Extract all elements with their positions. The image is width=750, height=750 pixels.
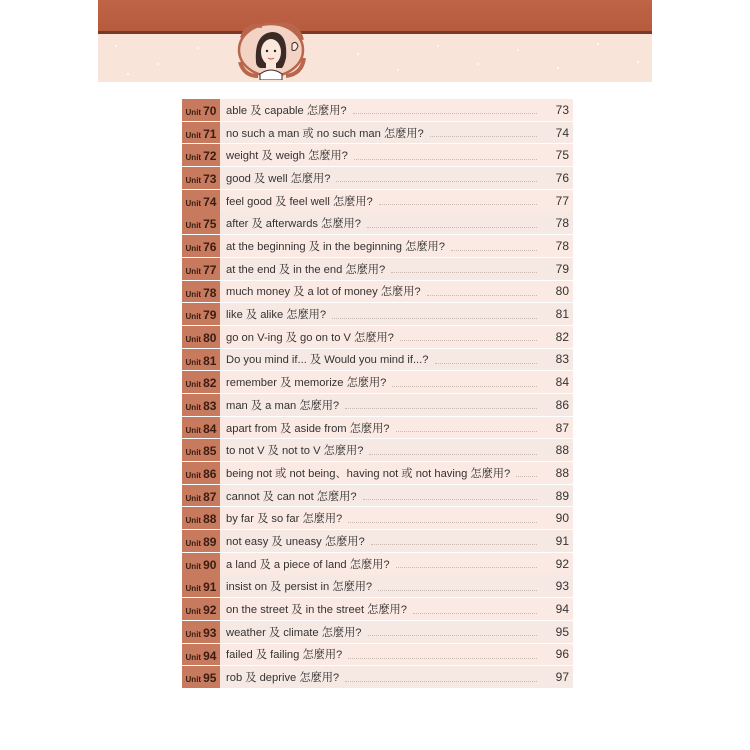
unit-label: Unit [185, 652, 202, 662]
leader-dots [332, 318, 537, 319]
unit-label: Unit [185, 244, 202, 254]
unit-label: Unit [185, 380, 202, 390]
toc-entry[interactable] [182, 621, 573, 643]
unit-badge [182, 99, 220, 121]
toc-entry[interactable] [182, 598, 573, 620]
leader-dots [363, 499, 537, 500]
woman-illustration-icon [232, 18, 310, 80]
unit-label: Unit [185, 176, 202, 186]
header-band [98, 0, 652, 34]
toc-entry[interactable] [182, 349, 573, 371]
unit-label: Unit [185, 493, 202, 503]
unit-number: 78 [203, 285, 217, 300]
page-number: 96 [555, 647, 569, 662]
page-number: 95 [555, 624, 569, 639]
unit-label: Unit [185, 198, 202, 208]
toc-entry[interactable] [182, 666, 573, 688]
entry-title: on the street 及 in the street 怎麼用? [226, 604, 407, 617]
leader-dots [369, 454, 537, 455]
unit-label: Unit [185, 334, 202, 344]
page-number: 88 [555, 443, 569, 458]
leader-dots [396, 567, 537, 568]
entry-title: cannot 及 can not 怎麼用? [226, 490, 357, 503]
unit-number: 93 [203, 625, 217, 640]
toc-entry[interactable] [182, 144, 573, 166]
page-number: 91 [555, 533, 569, 548]
entry-title: no such a man 或 no such man 怎麼用? [226, 127, 424, 140]
unit-number: 70 [203, 104, 217, 118]
entry-title: after 及 afterwards 怎麼用? [226, 218, 361, 231]
entry-title: not easy 及 uneasy 怎麼用? [226, 535, 365, 548]
unit-number: 82 [203, 376, 217, 391]
unit-badge [182, 235, 220, 257]
unit-badge [182, 417, 220, 439]
unit-badge [182, 530, 220, 552]
leader-dots [345, 408, 537, 409]
entry-title: able 及 capable 怎麼用? [226, 104, 347, 117]
toc-entry[interactable] [182, 99, 573, 121]
unit-label: Unit [185, 539, 202, 549]
leader-dots [400, 340, 537, 341]
unit-label: Unit [185, 675, 202, 685]
unit-badge [182, 190, 220, 212]
page-number: 82 [555, 329, 569, 344]
unit-label: Unit [185, 130, 202, 140]
unit-number: 85 [203, 444, 217, 459]
toc-entry[interactable] [182, 303, 573, 325]
page-number: 74 [555, 125, 569, 140]
toc-entry[interactable] [182, 575, 573, 597]
page-number: 86 [555, 397, 569, 412]
toc-entry[interactable] [182, 644, 573, 666]
page-number: 76 [555, 170, 569, 185]
toc-entry[interactable] [182, 258, 573, 280]
leader-dots [516, 476, 537, 477]
unit-number: 77 [203, 262, 217, 277]
unit-label: Unit [185, 516, 202, 526]
page-number: 97 [555, 670, 569, 685]
unit-badge [182, 553, 220, 575]
entry-title: rob 及 deprive 怎麼用? [226, 672, 340, 685]
entry-title: by far 及 so far 怎麼用? [226, 513, 343, 526]
leader-dots [367, 227, 537, 228]
unit-badge [182, 507, 220, 529]
page-number: 88 [555, 465, 569, 480]
unit-badge [182, 621, 220, 643]
toc-entry[interactable] [182, 326, 573, 348]
toc-entry[interactable] [182, 167, 573, 189]
unit-label: Unit [185, 448, 202, 458]
table-of-contents [182, 99, 573, 689]
entry-title: much money 及 a lot of money 怎麼用? [226, 286, 421, 299]
unit-badge [182, 167, 220, 189]
page-number: 89 [555, 488, 569, 503]
page-number: 75 [555, 148, 569, 163]
page-number: 87 [555, 420, 569, 435]
unit-label: Unit [185, 629, 202, 639]
unit-badge [182, 644, 220, 666]
entry-title: to not V 及 not to V 怎麼用? [226, 445, 364, 458]
toc-entry[interactable] [182, 212, 573, 234]
unit-label: Unit [185, 221, 202, 231]
unit-badge [182, 598, 220, 620]
toc-entry[interactable] [182, 235, 573, 257]
leader-dots [379, 204, 537, 205]
unit-label: Unit [185, 584, 202, 594]
page-number: 90 [555, 511, 569, 526]
entry-title: insist on 及 persist in 怎麼用? [226, 581, 373, 594]
leader-dots [345, 681, 537, 682]
unit-badge [182, 212, 220, 234]
unit-label: Unit [185, 153, 202, 163]
toc-entry[interactable] [182, 553, 573, 575]
unit-label: Unit [185, 402, 202, 412]
entry-title: go on V-ing 及 go on to V 怎麼用? [226, 331, 394, 344]
entry-title: feel good 及 feel well 怎麼用? [226, 195, 373, 208]
entry-title: a land 及 a piece of land 怎麼用? [226, 558, 390, 571]
page-number: 77 [555, 193, 569, 208]
toc-entry[interactable] [182, 281, 573, 303]
unit-badge [182, 144, 220, 166]
entry-title: weather 及 climate 怎麼用? [226, 626, 362, 639]
unit-badge [182, 394, 220, 416]
unit-badge [182, 439, 220, 461]
entry-title: weight 及 weigh 怎麼用? [226, 150, 348, 163]
unit-badge [182, 666, 220, 688]
unit-label: Unit [185, 289, 202, 299]
page-number: 79 [555, 261, 569, 276]
unit-number: 92 [203, 603, 217, 618]
unit-badge [182, 371, 220, 393]
page-number: 80 [555, 284, 569, 299]
unit-badge [182, 281, 220, 303]
entry-title: man 及 a man 怎麼用? [226, 399, 340, 412]
leader-dots [451, 250, 537, 251]
unit-label: Unit [185, 312, 202, 322]
page-number: 94 [555, 602, 569, 617]
entry-title: failed 及 failing 怎麼用? [226, 649, 343, 662]
unit-number: 94 [203, 648, 217, 663]
entry-title: being not 或 not being、having not 或 not having 怎麼用? [226, 467, 511, 480]
page-number: 92 [555, 556, 569, 571]
entry-title: like 及 alike 怎麼用? [226, 309, 327, 322]
leader-dots [348, 522, 537, 523]
unit-badge [182, 122, 220, 144]
unit-number: 83 [203, 398, 217, 413]
leader-dots [427, 295, 537, 296]
leader-dots [371, 544, 537, 545]
entry-title: at the end 及 in the end 怎麼用? [226, 263, 386, 276]
toc-entry[interactable] [182, 530, 573, 552]
unit-badge [182, 258, 220, 280]
toc-entry[interactable] [182, 122, 573, 144]
entry-title: at the beginning 及 in the beginning 怎麼用? [226, 241, 445, 254]
decorative-dots [98, 34, 652, 82]
unit-badge [182, 575, 220, 597]
toc-entry[interactable] [182, 485, 573, 507]
page-number: 78 [555, 239, 569, 254]
unit-label: Unit [185, 425, 202, 435]
unit-number: 73 [203, 172, 217, 187]
unit-label: Unit [185, 266, 202, 276]
leader-dots [413, 613, 537, 614]
unit-number: 91 [203, 580, 217, 595]
unit-number: 81 [203, 353, 217, 368]
leader-dots [378, 590, 537, 591]
leader-dots [391, 272, 537, 273]
leader-dots [368, 635, 537, 636]
page-number: 73 [555, 102, 569, 117]
entry-title: remember 及 memorize 怎麼用? [226, 377, 387, 390]
unit-number: 87 [203, 489, 217, 504]
leader-dots [353, 113, 537, 114]
leader-dots [392, 386, 537, 387]
toc-entry[interactable] [182, 371, 573, 393]
toc-entry[interactable] [182, 394, 573, 416]
unit-number: 74 [203, 194, 217, 209]
unit-label: Unit [185, 357, 202, 367]
unit-number: 89 [203, 535, 217, 550]
page-number: 83 [555, 352, 569, 367]
leader-dots [336, 181, 537, 182]
book-page [98, 0, 652, 750]
page-number: 81 [555, 307, 569, 322]
leader-dots [396, 431, 537, 432]
entry-title: good 及 well 怎麼用? [226, 172, 331, 185]
unit-number: 76 [203, 240, 217, 255]
toc-entry[interactable] [182, 439, 573, 461]
unit-badge [182, 462, 220, 484]
unit-label: Unit [185, 561, 202, 571]
page-number: 93 [555, 579, 569, 594]
leader-dots [348, 658, 537, 659]
unit-number: 90 [203, 557, 217, 572]
leader-dots [354, 159, 537, 160]
unit-number: 75 [203, 217, 217, 232]
page-number: 84 [555, 375, 569, 390]
toc-entry[interactable] [182, 190, 573, 212]
toc-entry[interactable] [182, 507, 573, 529]
unit-label: Unit [185, 607, 202, 617]
unit-badge [182, 303, 220, 325]
unit-number: 95 [203, 671, 217, 686]
unit-number: 79 [203, 308, 217, 323]
toc-entry[interactable] [182, 417, 573, 439]
unit-number: 86 [203, 467, 217, 481]
unit-badge [182, 326, 220, 348]
unit-badge [182, 485, 220, 507]
unit-label: Unit [185, 471, 202, 480]
unit-number: 71 [203, 126, 217, 141]
unit-number: 88 [203, 512, 217, 527]
unit-label: Unit [185, 108, 202, 117]
unit-badge [182, 349, 220, 371]
unit-number: 84 [203, 421, 217, 436]
unit-number: 72 [203, 149, 217, 164]
entry-title: apart from 及 aside from 怎麼用? [226, 422, 390, 435]
page-number: 78 [555, 216, 569, 231]
toc-entry[interactable] [182, 462, 573, 484]
entry-title: Do you mind if... 及 Would you mind if...? [226, 354, 429, 367]
leader-dots [430, 136, 537, 137]
unit-number: 80 [203, 330, 217, 345]
leader-dots [435, 363, 538, 364]
